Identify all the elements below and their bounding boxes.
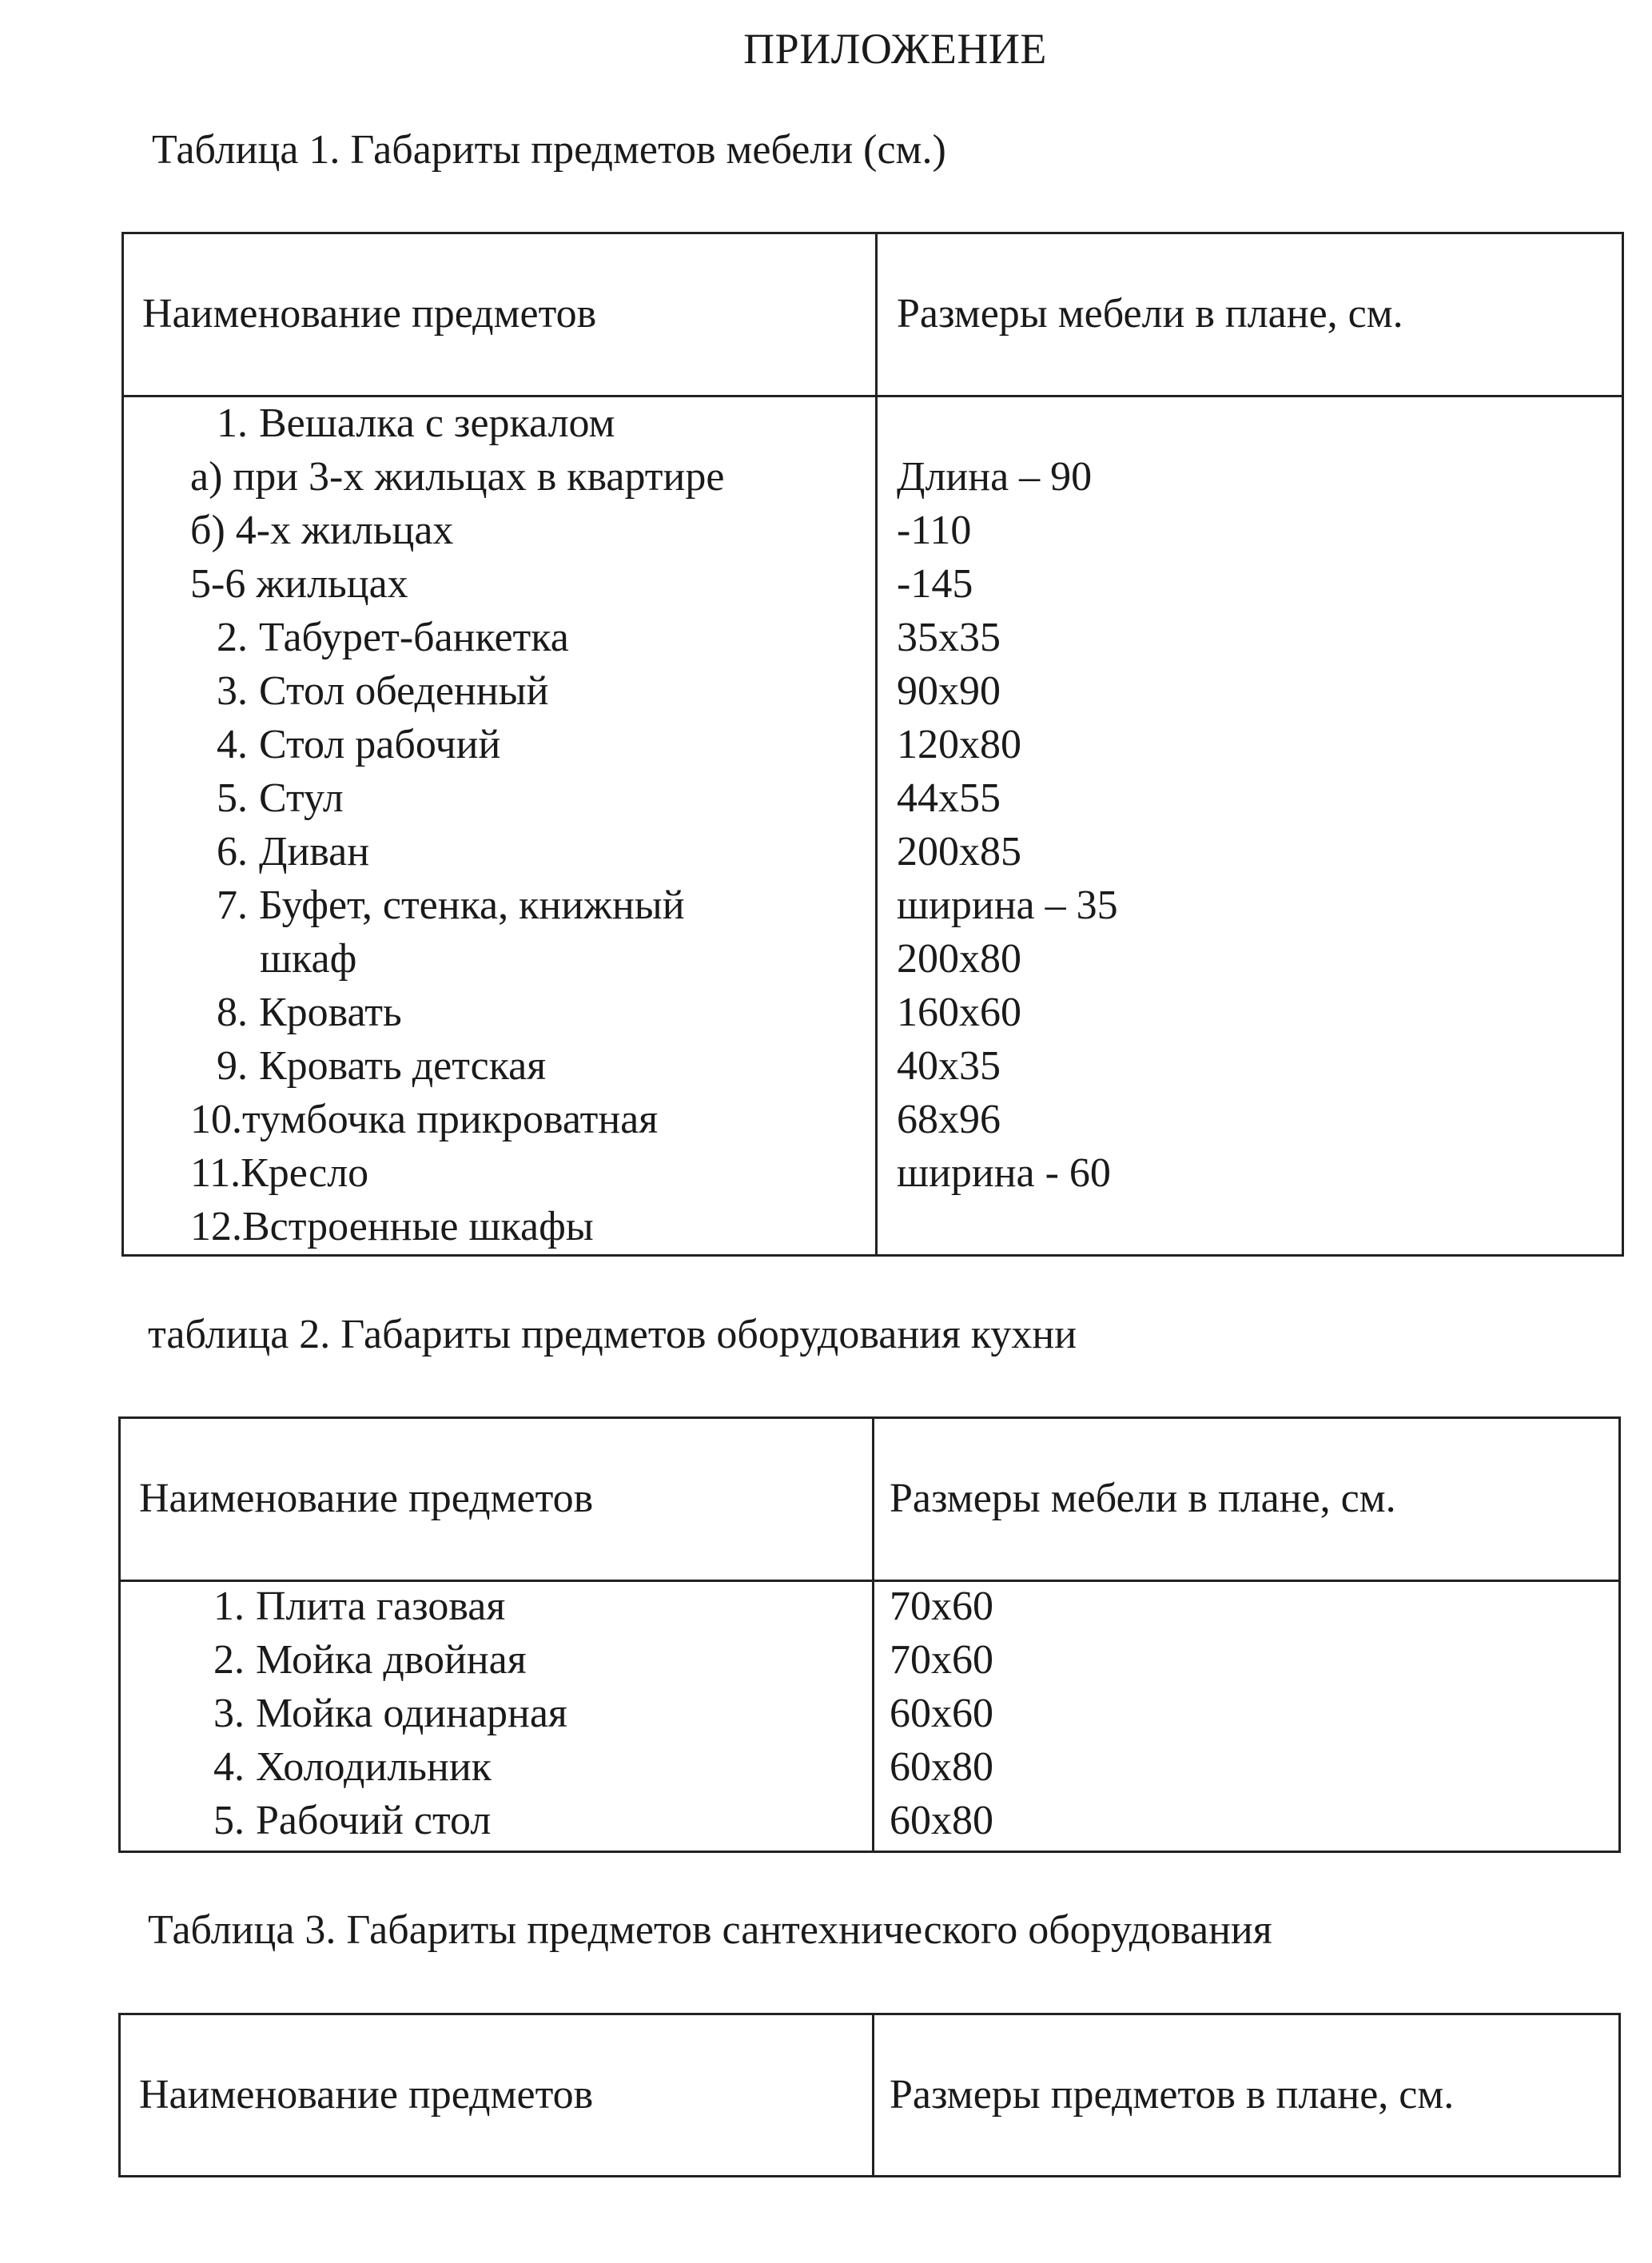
table3 (118, 2013, 1621, 2177)
item-number: 3. (213, 1691, 245, 1736)
size-value: 40х35 (897, 1043, 1001, 1089)
item-number: 5. (217, 775, 248, 821)
item-name: Вешалка с зеркалом (259, 400, 615, 446)
list-item (190, 1200, 724, 1253)
item-number: 2. (213, 1637, 245, 1683)
list-item (190, 1146, 724, 1200)
item-name: шкаф (260, 936, 357, 982)
item-name: Кровать детская (259, 1043, 547, 1089)
table3-header-name: Наименование предметов (139, 2072, 594, 2118)
size-value: ширина – 35 (897, 882, 1118, 928)
item-number: 7. (217, 882, 248, 928)
item-number: 1. (213, 1584, 245, 1629)
size-value: 90х90 (897, 668, 1001, 714)
list-item (190, 718, 724, 771)
list-item (187, 1687, 567, 1740)
size-value: 70х60 (890, 1637, 993, 1683)
item-number: 4. (213, 1744, 245, 1790)
item-name: Мойка двойная (256, 1637, 527, 1683)
table2-header-size: Размеры мебели в плане, см. (890, 1476, 1396, 1521)
size-value: 35х35 (897, 615, 1001, 660)
item-name: Стул (259, 775, 344, 821)
list-item (190, 879, 724, 932)
size-value: 68х96 (897, 1097, 1001, 1142)
table1-header-name: Наименование предметов (142, 291, 597, 337)
size-value: Длина – 90 (897, 454, 1093, 500)
item-name: Буфет, стенка, книжный (259, 882, 685, 928)
size-value: 60х60 (890, 1691, 993, 1736)
table3-column-divider (872, 2015, 874, 2175)
table1-sizes-list (897, 396, 1118, 1253)
table2-sizes-list (890, 1580, 993, 1847)
table1-caption: Таблица 1. Габариты предметов мебели (см.) (152, 127, 946, 173)
item-name: 11.Кресло (190, 1150, 369, 1196)
item-name: 10.тумбочка прикроватная (190, 1097, 659, 1142)
size-value: 120х80 (897, 722, 1021, 767)
list-item (190, 825, 724, 879)
item-name: Мойка одинарная (256, 1691, 567, 1736)
size-value: 60х80 (890, 1744, 993, 1790)
table1 (121, 232, 1624, 1257)
list-item (187, 1633, 567, 1687)
item-name: а) при 3-х жильцах в квартире (190, 454, 725, 500)
table2-names-list (187, 1580, 567, 1847)
list-item (190, 504, 724, 557)
table2-header-name: Наименование предметов (139, 1476, 594, 1521)
size-value: 160х60 (897, 990, 1021, 1035)
table1-names-list (190, 396, 724, 1253)
item-number: 4. (217, 722, 248, 767)
table2 (118, 1416, 1621, 1853)
table3-caption: Таблица 3. Габариты предметов сантехнического оборудования (148, 1907, 1272, 1953)
table3-header-size: Размеры предметов в плане, см. (890, 2072, 1455, 2118)
list-item (190, 986, 724, 1039)
item-name: Плита газовая (256, 1584, 506, 1629)
item-number: 1. (217, 400, 248, 446)
list-item (190, 450, 724, 504)
list-item (190, 664, 724, 718)
item-number: 2. (217, 615, 248, 660)
list-item (190, 396, 724, 450)
item-number: 8. (217, 990, 248, 1035)
item-number: 9. (217, 1043, 248, 1089)
size-value: 70х60 (890, 1584, 993, 1629)
list-item (187, 1580, 567, 1633)
item-name: Стол обеденный (259, 668, 549, 714)
item-name: 5-6 жильцах (190, 561, 408, 607)
list-item (190, 771, 724, 825)
list-item (190, 611, 724, 664)
size-value: 44х55 (897, 775, 1001, 821)
table2-caption: таблица 2. Габариты предметов оборудования кухни (148, 1312, 1077, 1357)
size-value: -145 (897, 561, 973, 607)
table1-header-size: Размеры мебели в плане, см. (897, 291, 1403, 337)
list-item (190, 1039, 724, 1093)
item-name: Табурет-банкетка (259, 615, 569, 660)
page-title: ПРИЛОЖЕНИЕ (743, 25, 1047, 73)
item-name: Рабочий стол (256, 1798, 492, 1843)
list-item (190, 932, 724, 986)
size-value: 200х85 (897, 829, 1021, 875)
table1-column-divider (875, 234, 878, 1254)
item-name: Диван (259, 829, 370, 875)
size-value: -110 (897, 508, 972, 553)
size-value (897, 396, 1118, 450)
item-name: 12.Встроенные шкафы (190, 1204, 594, 1249)
table2-column-divider (872, 1419, 874, 1851)
item-name: Кровать (259, 990, 402, 1035)
list-item (190, 1093, 724, 1146)
size-value: ширина - 60 (897, 1150, 1111, 1196)
size-value: 200х80 (897, 936, 1021, 982)
item-name: б) 4-х жильцах (190, 508, 454, 553)
list-item (187, 1740, 567, 1794)
size-value: 60х80 (890, 1798, 993, 1843)
item-name: Стол рабочий (259, 722, 501, 767)
item-number: 3. (217, 668, 248, 714)
item-number: 5. (213, 1798, 245, 1843)
item-name: Холодильник (256, 1744, 492, 1790)
item-number: 6. (217, 829, 248, 875)
size-value (897, 1200, 1118, 1253)
list-item (190, 557, 724, 611)
list-item (187, 1794, 567, 1847)
